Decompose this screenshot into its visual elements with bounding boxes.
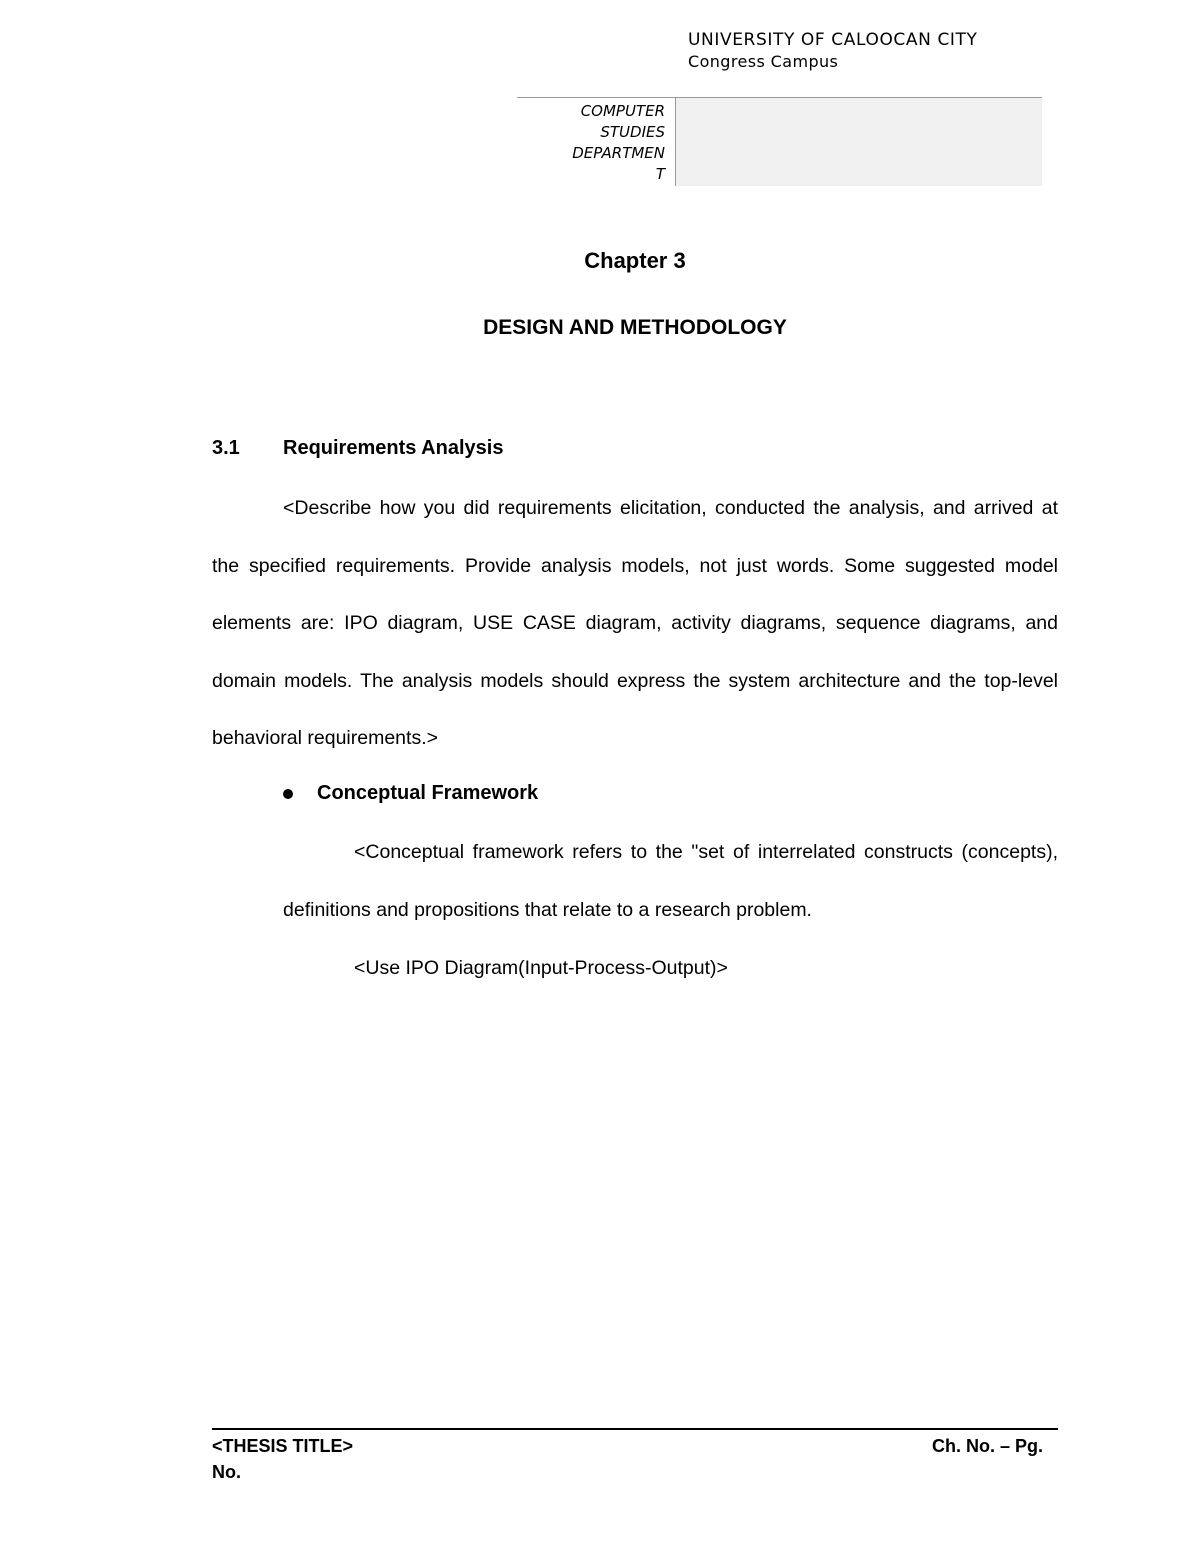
footer-thesis-title-text: <THESIS TITLE> xyxy=(212,1436,354,1456)
footer-page-no-text: No. xyxy=(212,1462,241,1482)
university-name: UNIVERSITY OF CALOOCAN CITY xyxy=(688,30,978,50)
footer-thesis-title xyxy=(212,1433,353,1485)
footer-rule xyxy=(212,1428,1058,1430)
ipo-note: <Use IPO Diagram(Input-Process-Output)> xyxy=(354,957,728,979)
section-number: 3.1 xyxy=(212,437,240,459)
department-label xyxy=(517,98,675,186)
footer-chapter-page: Ch. No. – Pg. xyxy=(931,1436,1043,1456)
department-line: T xyxy=(655,165,665,183)
chapter-label: Chapter 3 xyxy=(584,248,686,273)
campus-name: Congress Campus xyxy=(688,52,839,71)
department-shaded-cell xyxy=(676,98,1042,186)
section-title: Requirements Analysis xyxy=(283,437,504,459)
department-line: COMPUTER xyxy=(580,102,665,120)
bullet-icon xyxy=(283,789,293,799)
subsection-paragraph: <Conceptual framework refers to the "set of interrelated constructs (concepts), definitions and propositions that relate to a research problem. xyxy=(283,841,1058,921)
subsection-title: Conceptual Framework xyxy=(317,782,539,804)
department-line: STUDIES xyxy=(600,123,665,141)
section-paragraph: <Describe how you did requirements elicitation, conducted the analysis, and arrived at the specified requirements. Provide analysis models, not just words. Some suggested model elements are: IPO diagram, USE CASE diagram, activity diagrams, sequence diagrams, and domain models. The analysis models should express the system architecture and the top-level behavioral requirements.> xyxy=(212,497,1058,749)
department-header-table xyxy=(517,97,1042,186)
department-line: DEPARTMEN xyxy=(572,144,665,162)
chapter-title: DESIGN AND METHODOLOGY xyxy=(483,316,787,339)
